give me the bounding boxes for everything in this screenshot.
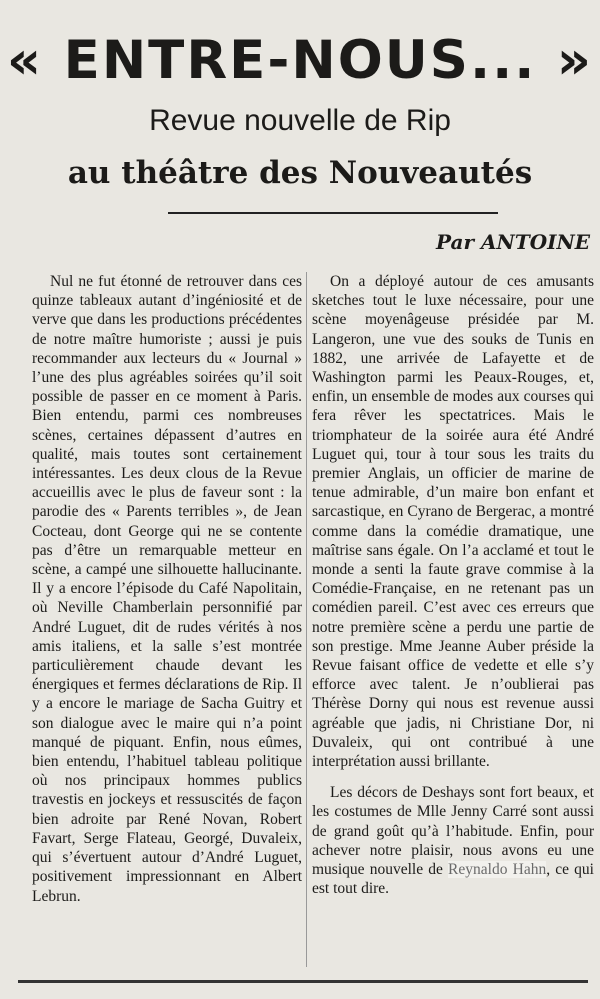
right-column-paragraph-2-start: Les décors de Deshays sont fort beaux, et les costumes de Mlle Jenny Carré sont aussi de grand goût qu’à l’habitude. Enfin, pour achever notre plaisir, nous avons eu une musique nouvelle de	[312, 784, 594, 879]
header-rule	[168, 212, 498, 214]
left-column-paragraph: Nul ne fut étonné de retrouver dans ces quinze tableaux autant d’ingéniosité et de verve que dans les productions précédentes de notre maître humoriste ; aussi je puis recommander aux lecteurs du « Journal » l’une des plus agréables soirées qu’il soit possible de passer en ce moment à Paris. Bien entendu, parmi ces nombreuses scènes, certaines dépassent d’autres en qualité, mais toutes sont certainement intéressantes. Les deux clous de la Revue accueillis avec le plus de faveur sont : la parodie des « Parents terribles », de Jean Cocteau, dont George qui ne se contente pas d’être un remarquable metteur en scène, a campé une silhouette hallucinante. Il y a encore l’épisode du Café Napolitain, où Neville Chamberlain personnifié par André Luguet, dit de rudes vérités à nos amis italiens, et la salle s’est montrée particulièrement chaude devant les énergiques et fermes déclarations de Rip. Il y a encore le mariage de Sacha Guitry et son dialogue avec le maire qui n’a point manqué de piquant. Enfin, nous eûmes, bien entendu, l’habituel tableau politique où nos principaux hommes publics travestis en jockeys et ressuscités de façon bien adroite par René Novan, Robert Favart, Serge Flateau, Georgé, Duvaleix, qui s’évertuent autour d’André Luguet, positivement impressionnant en Albert Lebrun.	[32, 273, 302, 905]
column-divider	[306, 272, 307, 967]
right-column-paragraph-2	[312, 783, 594, 898]
byline-author: ANTOINE	[481, 230, 590, 254]
headline-venue: au théâtre des Nouveautés	[67, 155, 533, 191]
byline-prefix: Par	[436, 230, 482, 254]
headline-title: « ENTRE-NOUS... »	[6, 30, 594, 91]
right-column-paragraph-2-end: , ce qui est tout dire.	[312, 861, 594, 898]
headline-subtitle: Revue nouvelle de Rip	[149, 104, 451, 137]
right-column-paragraph-1: On a déployé autour de ces amusants sketches tout le luxe nécessaire, pour une scène moyenâgeuse présidée par M. Langeron, une vue des souks de Tunis en 1882, une arrivée de Lafayette et de Washington parmi les Peaux-Rouges, et, enfin, un ensemble de modes aux courses qui fera rêver les spectatrices. Mais le triomphateur de la soirée aura été André Luguet qui, tour à tour sous les traits du premier Anglais, un officier de marine de tenue admirable, d’un maire bon enfant et sarcastique, en Cyrano de Bergerac, a montré comme dans la comédie dramatique, une maîtrise sans égale. On l’a acclamé et tout le monde a senti la faute grave commise à la Comédie-Française, en ne retenant pas un comédien pareil. C’est avec ces erreurs que notre première scène a perdu une partie de son prestige. Mme Jeanne Auber préside la Revue faisant office de vedette et elle s’y efforce avec talent. Je n’oublierai pas Thérèse Dorny qui nous est revenue aussi agréable que jadis, ni Christiane Dor, ni Duvaleix, qui ont contribué à une interprétation aussi brillante.	[312, 273, 594, 771]
article-column-right	[312, 272, 594, 899]
article-column-left	[32, 272, 302, 906]
footer-rule	[18, 980, 588, 983]
highlighted-name: Reynaldo Hahn	[448, 861, 547, 879]
byline	[436, 232, 590, 252]
